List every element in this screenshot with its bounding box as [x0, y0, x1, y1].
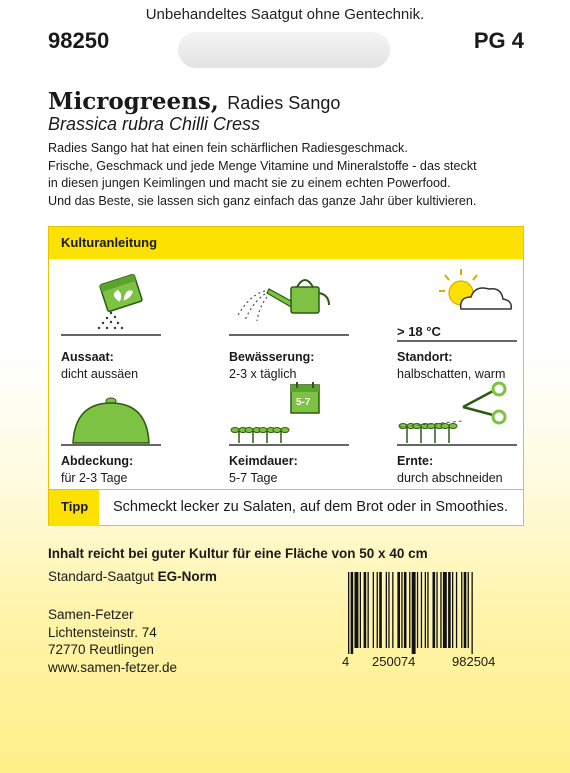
barcode-bar — [348, 572, 349, 654]
barcode-bar — [412, 572, 416, 654]
guide-item-bewaesserung — [229, 267, 379, 381]
product-variety: Radies Sango — [227, 93, 341, 113]
guide-item-value: 5-7 Tage — [229, 471, 278, 485]
label-field — [178, 32, 390, 68]
scissors-icon — [397, 381, 517, 451]
barcode-bar — [355, 572, 359, 648]
barcode-bar — [436, 572, 437, 648]
guide-item-title: Aussaat: — [61, 350, 114, 364]
barcode-bar — [440, 572, 441, 648]
barcode-digit-first: 4 — [342, 654, 350, 669]
barcode-bar — [472, 572, 473, 654]
barcode-bar — [388, 572, 389, 648]
guide-item-title: Bewässerung: — [229, 350, 315, 364]
guide-item-value: durch abschneiden — [397, 471, 503, 485]
tagline: Unbehandeltes Saatgut ohne Gentechnik. — [145, 6, 425, 23]
watering-can-icon — [229, 271, 349, 341]
seed-standard-prefix: Standard-Saatgut — [48, 569, 158, 584]
barcode-bar — [351, 572, 354, 654]
guide-item-ernte — [397, 377, 547, 487]
description — [48, 140, 528, 210]
guide-header — [49, 227, 523, 259]
description-line: Radies Sango hat hat einen fein schärflichen Radiesgeschmack. — [48, 141, 408, 155]
company-website: www.samen-fetzer.de — [48, 659, 178, 675]
price-group: PG 4 — [473, 28, 524, 53]
content-note: Inhalt reicht bei guter Kultur für eine Fläche von 50 x 40 cm — [48, 546, 428, 561]
description-line: Und das Beste, sie lassen sich ganz einfach das ganze Jahr über kultivieren. — [48, 193, 477, 208]
barcode-bar — [456, 572, 457, 648]
seed-packet-icon — [61, 271, 161, 341]
guide-item-value: halbschatten, warm — [397, 367, 506, 381]
guide-item-text — [397, 453, 503, 487]
description-line: in diesen jungen Keimlingen und macht sie zu einem echten Powerfood. — [48, 176, 451, 190]
barcode-bar — [468, 572, 469, 648]
guide-item-value: 2-3 x täglich — [229, 367, 297, 381]
barcode-bar — [397, 572, 400, 648]
barcode-bar — [401, 572, 402, 648]
tip-label: Tipp — [61, 499, 89, 514]
barcode-bar — [461, 572, 462, 648]
guide-item-value: dicht aussäen — [61, 367, 139, 381]
sun-cloud-icon — [431, 267, 521, 319]
barcode-bar — [417, 572, 418, 648]
article-number: 98250 — [48, 28, 110, 53]
guide-heading: Kulturanleitung — [61, 235, 158, 250]
seed-standard — [48, 569, 217, 584]
barcode-bar — [448, 572, 451, 648]
calendar-days: 5-7 — [296, 397, 311, 408]
guide-item-title: Ernte: — [397, 454, 434, 468]
barcode — [340, 572, 522, 654]
guide-item-title: Standort: — [397, 350, 453, 364]
growing-guide — [48, 226, 524, 526]
seed-standard-norm: EG-Norm — [157, 569, 217, 584]
company-street: Lichtensteinstr. 74 — [48, 624, 157, 640]
calendar-sprouts-icon — [229, 381, 349, 451]
guide-item-keimdauer — [229, 377, 379, 487]
barcode-bar — [386, 572, 387, 648]
product-name: Microgreens, — [48, 88, 219, 115]
barcode-bar — [373, 572, 374, 648]
tip-text: Schmeckt lecker zu Salaten, auf dem Brot oder in Smoothies. — [113, 499, 508, 515]
description-line: Frische, Geschmack und jede Menge Vitamine und Mineralstoffe - das steckt — [48, 158, 477, 173]
guide-item-title: Keimdauer: — [229, 454, 298, 468]
temperature: > 18 °C — [397, 324, 441, 339]
latin-name: Brassica rubra Chilli Cress — [48, 114, 261, 134]
company-city: 72770 Reutlingen — [48, 642, 154, 657]
guide-item-abdeckung — [61, 377, 211, 487]
barcode-bar — [427, 572, 428, 648]
guide-item-aussaat — [61, 267, 211, 381]
barcode-bar — [433, 572, 436, 648]
barcode-bar — [368, 572, 369, 648]
barcode-bar — [364, 572, 367, 648]
barcode-bar — [360, 572, 361, 648]
guide-item-text — [229, 453, 298, 487]
barcode-digits-right: 982504 — [452, 654, 496, 669]
company-address — [48, 606, 177, 676]
tip-row — [49, 489, 523, 526]
barcode-bar — [377, 572, 378, 648]
guide-item-standort — [397, 267, 547, 381]
company-name: Samen-Fetzer — [48, 607, 134, 622]
barcode-bar — [425, 572, 426, 648]
barcode-bar — [409, 572, 410, 648]
product-title — [48, 88, 340, 115]
barcode-bar — [421, 572, 422, 648]
divider-line — [397, 339, 517, 343]
tip-label-box — [49, 490, 99, 526]
barcode-bar — [379, 572, 382, 648]
barcode-digits-left: 250074 — [372, 654, 416, 669]
barcode-bar — [452, 572, 453, 648]
guide-item-text — [61, 453, 133, 487]
barcode-bar — [464, 572, 467, 648]
cover-dome-icon — [61, 381, 161, 451]
guide-item-value: für 2-3 Tage — [61, 471, 128, 485]
barcode-bar — [392, 572, 393, 648]
barcode-bar — [404, 572, 407, 648]
guide-item-title: Abdeckung: — [61, 454, 134, 468]
barcode-bar — [443, 572, 447, 648]
